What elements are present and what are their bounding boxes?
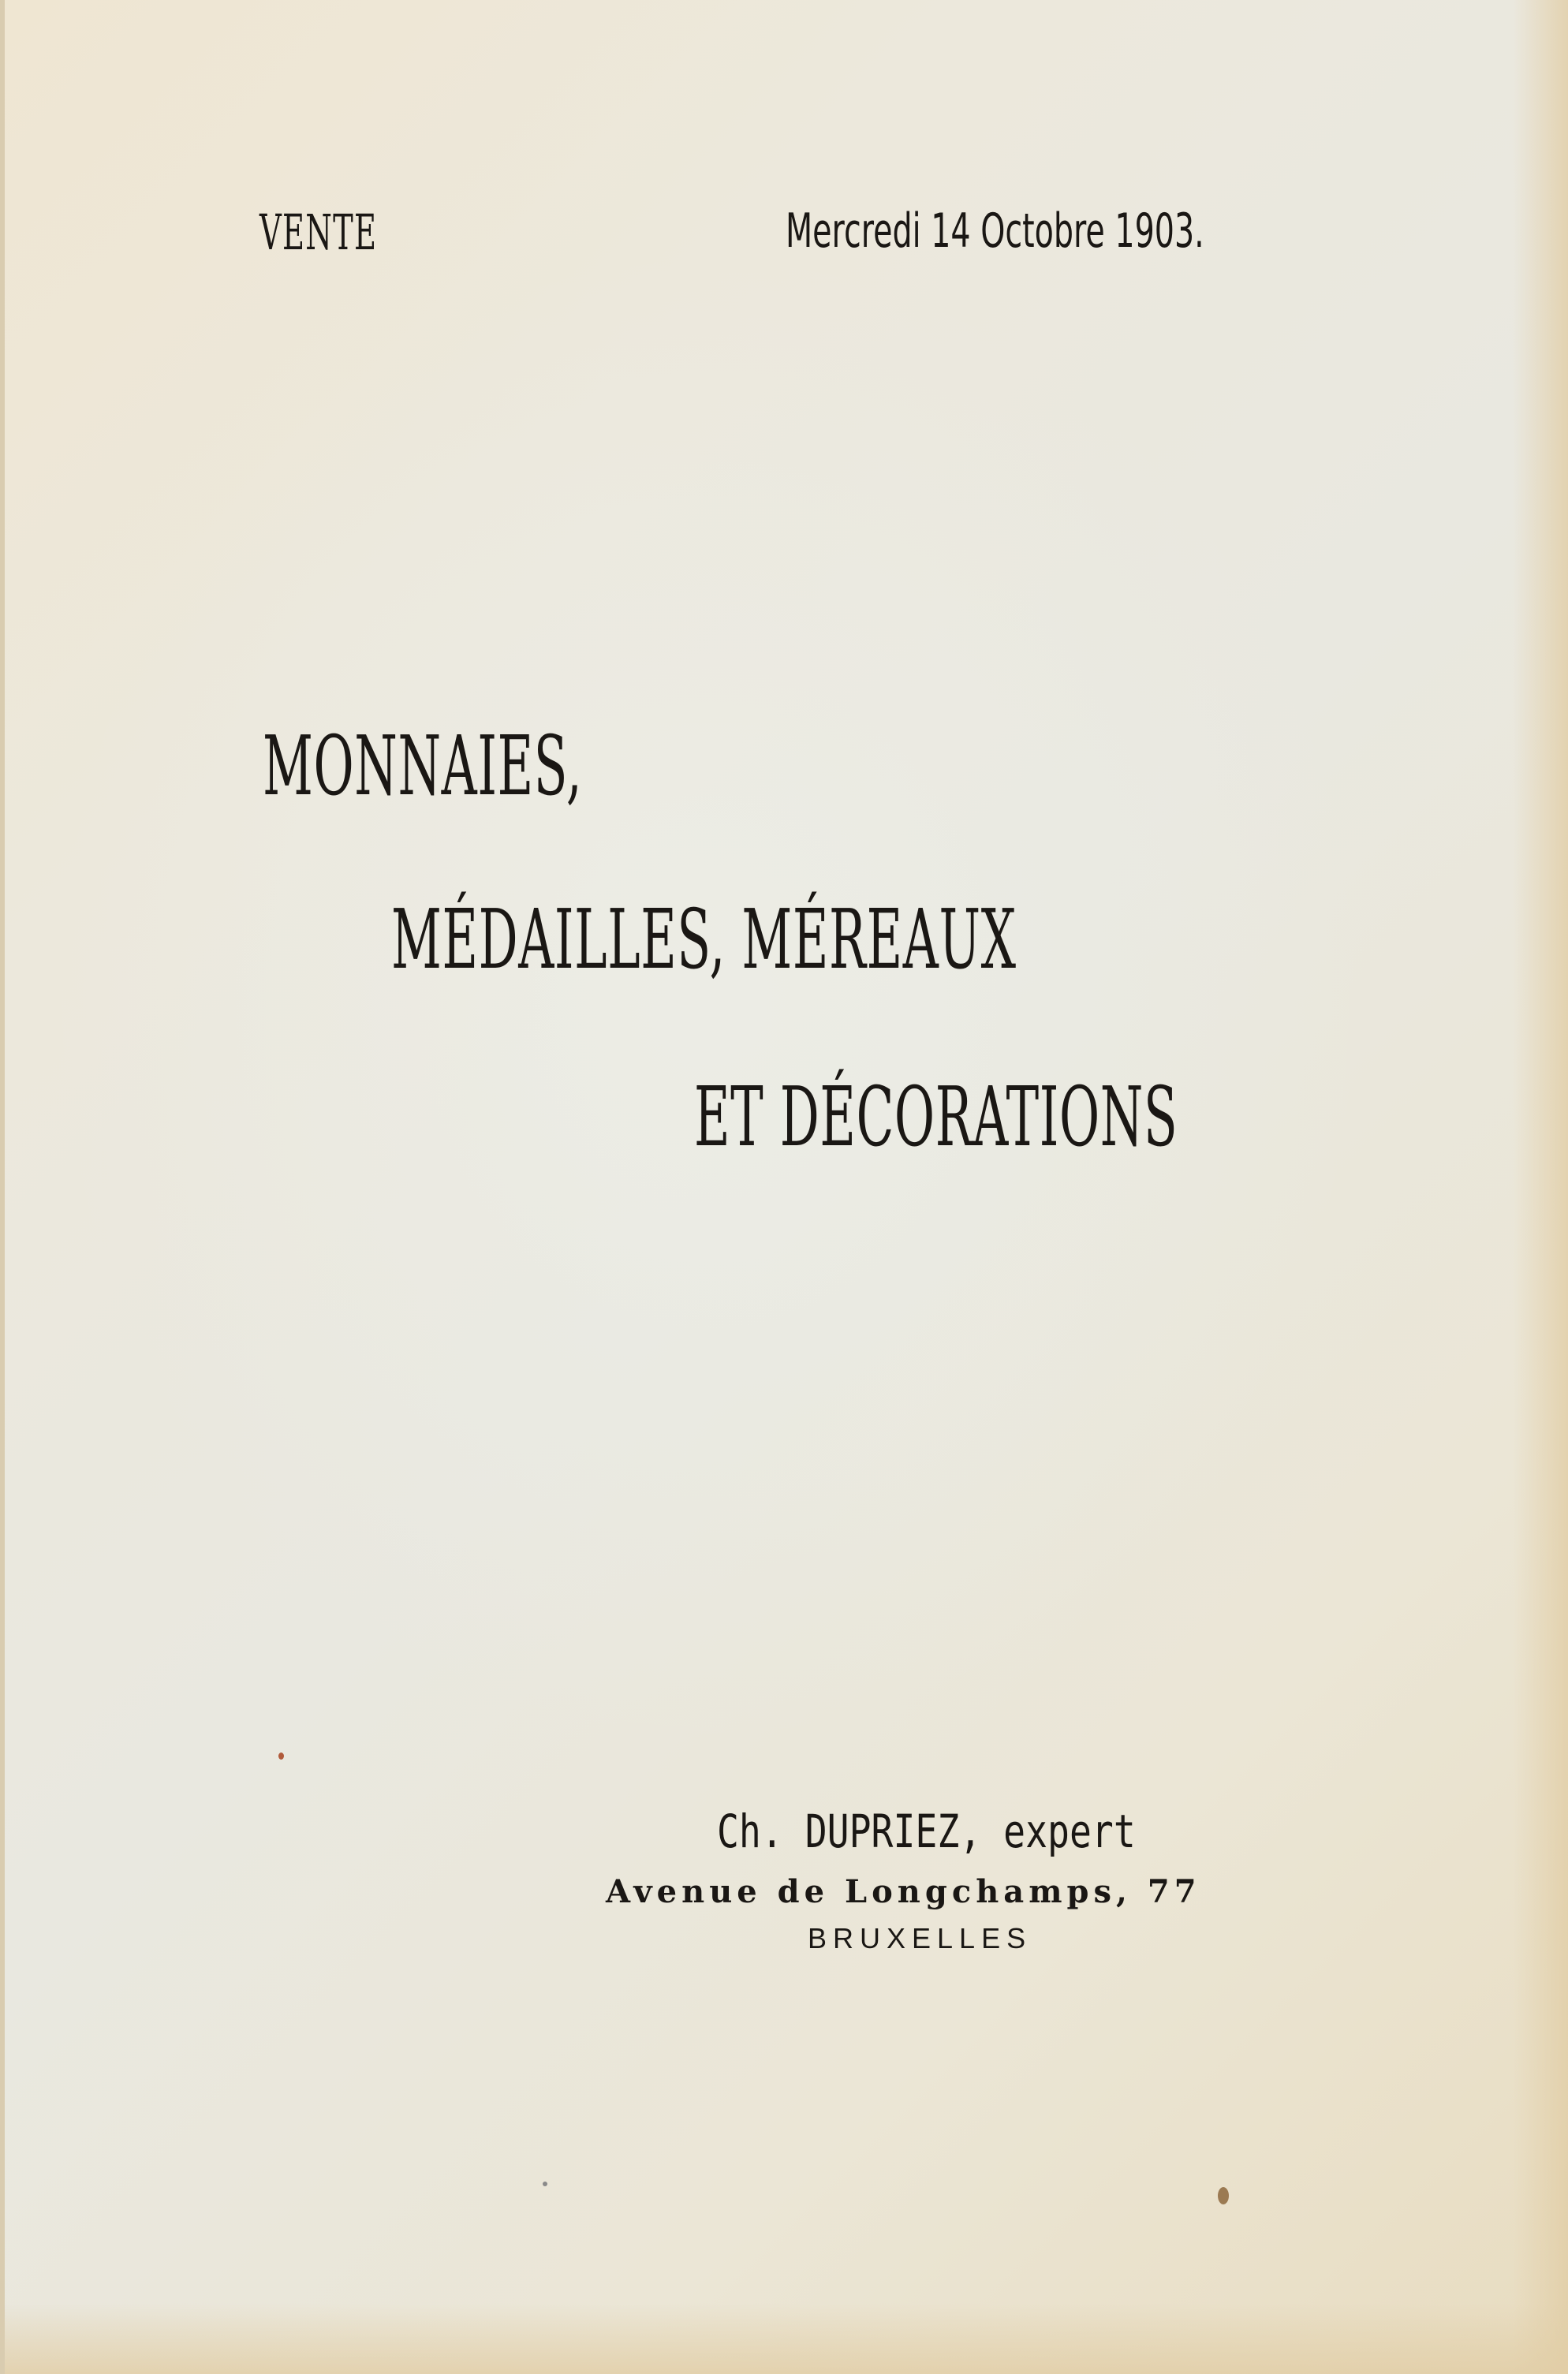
title-line-3: ET DÉCORATIONS xyxy=(694,1069,1178,1165)
paper-speck xyxy=(543,2182,547,2186)
expert-city: BRUXELLES xyxy=(808,1922,1032,1954)
paper-speck xyxy=(1218,2187,1229,2204)
sale-label: VENTE xyxy=(259,203,378,261)
title-line-1: MONNAIES, xyxy=(263,718,583,814)
paper-speck xyxy=(278,1753,284,1760)
expert-name: Ch. DUPRIEZ, expert xyxy=(717,1805,1136,1858)
sale-date: Mercredi 14 Octobre 1903. xyxy=(786,203,1204,259)
paper-edge-right xyxy=(1513,0,1568,2374)
title-line-2: MÉDAILLES, MÉREAUX xyxy=(391,891,1017,987)
expert-address: Avenue de Longchamps, 77 xyxy=(606,1873,1201,1910)
paper-edge-bottom xyxy=(5,2303,1568,2374)
